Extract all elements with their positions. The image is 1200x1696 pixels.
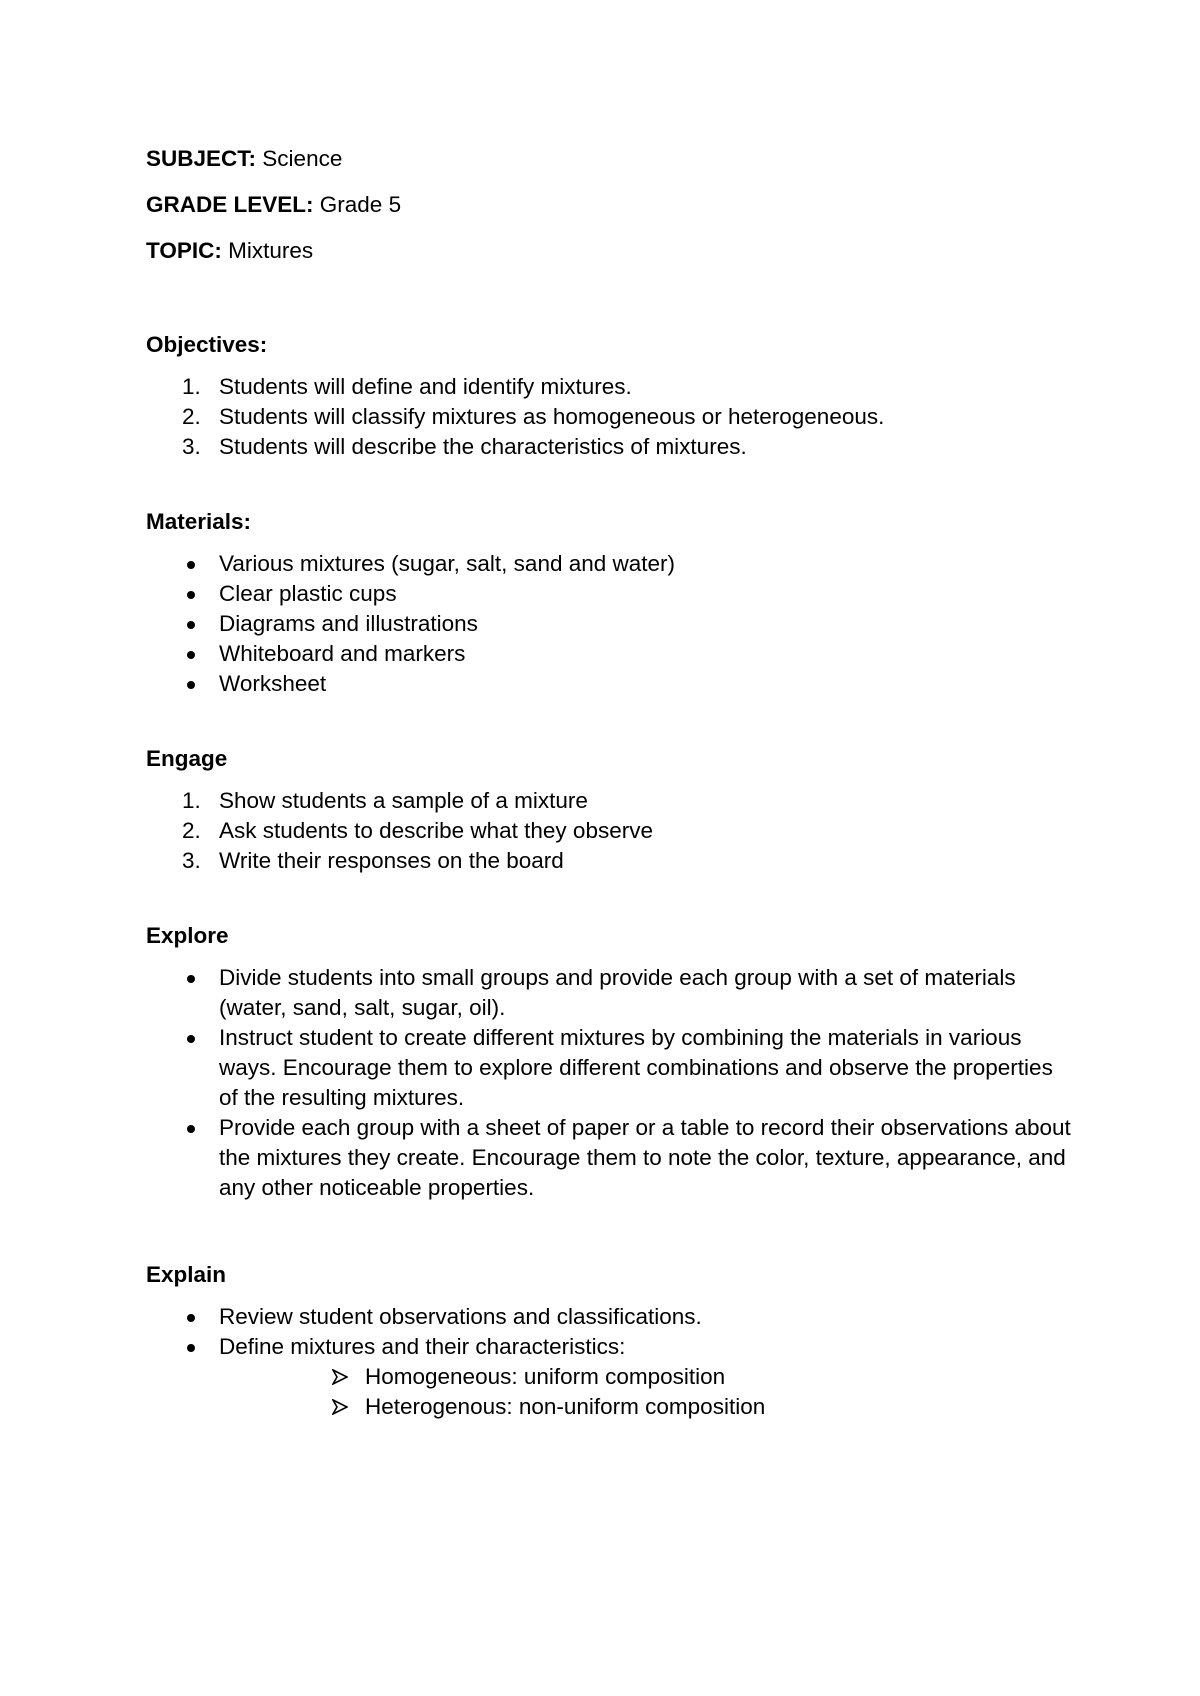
objectives-heading: Objectives: [146, 332, 268, 357]
topic-label: TOPIC: [146, 238, 222, 263]
lesson-plan [146, 144, 1076, 1422]
bullet-icon [187, 561, 195, 569]
list-item-text: Instruct student to create different mixtures by combining the materials in various ways. Encourage them to explore different combinations and observe the properties of the resulting mixtures. [219, 1025, 1053, 1110]
engage-heading: Engage [146, 746, 228, 771]
bullet-icon [187, 1125, 195, 1133]
list-item-text: Various mixtures (sugar, salt, sand and water) [219, 551, 676, 576]
list-item [146, 1023, 1076, 1113]
bullet-icon [187, 681, 195, 689]
list-number: 2. [182, 404, 201, 429]
bullet-icon [187, 1314, 195, 1322]
materials-list [146, 549, 1076, 699]
arrowhead-bullet-icon [332, 1369, 348, 1385]
list-item-text: Show students a sample of a mixture [219, 788, 588, 813]
objectives-list [146, 372, 1076, 462]
explore-heading: Explore [146, 923, 229, 948]
list-item-text: Review student observations and classifications. [219, 1304, 702, 1329]
list-item [146, 372, 1076, 402]
list-item-text: Students will define and identify mixtures. [219, 374, 632, 399]
list-item [146, 816, 1076, 846]
subject-value: Science [262, 146, 343, 171]
list-item [146, 1302, 1076, 1332]
subject-line [146, 144, 1076, 174]
bullet-icon [187, 651, 195, 659]
list-item-text: Provide each group with a sheet of paper or a table to record their observations about the mixtures they create. Encourage them to note the color, texture, appearance, and any other noticeable properties. [219, 1115, 1071, 1200]
topic-line [146, 236, 1076, 266]
arrowhead-bullet-icon [332, 1399, 348, 1415]
list-item-text: Heterogenous: non-uniform composition [365, 1394, 766, 1419]
list-number: 3. [182, 434, 201, 459]
grade-level-label: GRADE LEVEL: [146, 192, 314, 217]
list-item-text: Worksheet [219, 671, 327, 696]
list-number: 3. [182, 848, 201, 873]
list-item [146, 1362, 1076, 1392]
engage-list [146, 786, 1076, 876]
list-number: 1. [182, 788, 201, 813]
bullet-icon [187, 1344, 195, 1352]
list-item-text: Students will classify mixtures as homogeneous or heterogeneous. [219, 404, 885, 429]
list-number: 2. [182, 818, 201, 843]
list-item-text: Define mixtures and their characteristics: [219, 1334, 626, 1359]
list-item [146, 432, 1076, 462]
bullet-icon [187, 621, 195, 629]
list-item [146, 669, 1076, 699]
list-item [146, 786, 1076, 816]
list-item-text: Students will describe the characteristics of mixtures. [219, 434, 747, 459]
list-item-text: Diagrams and illustrations [219, 611, 478, 636]
explain-sublist [146, 1362, 1076, 1422]
list-item [146, 402, 1076, 432]
explain-heading: Explain [146, 1262, 227, 1287]
list-item-text: Homogeneous: uniform composition [365, 1364, 726, 1389]
bullet-icon [187, 1035, 195, 1043]
explore-list [146, 963, 1076, 1203]
list-item [146, 1113, 1076, 1203]
list-item-text: Write their responses on the board [219, 848, 564, 873]
list-item [146, 549, 1076, 579]
list-item [146, 639, 1076, 669]
bullet-icon [187, 591, 195, 599]
list-item [146, 1332, 1076, 1362]
list-item [146, 579, 1076, 609]
list-item-text: Clear plastic cups [219, 581, 397, 606]
list-item-text: Divide students into small groups and provide each group with a set of materials (water, sand, salt, sugar, oil). [219, 965, 1016, 1020]
list-item [146, 846, 1076, 876]
list-item [146, 963, 1076, 1023]
topic-value: Mixtures [228, 238, 314, 263]
grade-level-value: Grade 5 [319, 192, 402, 217]
bullet-icon [187, 975, 195, 983]
subject-label: SUBJECT: [146, 146, 257, 171]
grade-level-line [146, 190, 1076, 220]
list-item [146, 1392, 1076, 1422]
list-item-text: Whiteboard and markers [219, 641, 466, 666]
materials-heading: Materials: [146, 509, 252, 534]
list-item [146, 609, 1076, 639]
explain-list [146, 1302, 1076, 1362]
list-item-text: Ask students to describe what they observe [219, 818, 653, 843]
list-number: 1. [182, 374, 201, 399]
